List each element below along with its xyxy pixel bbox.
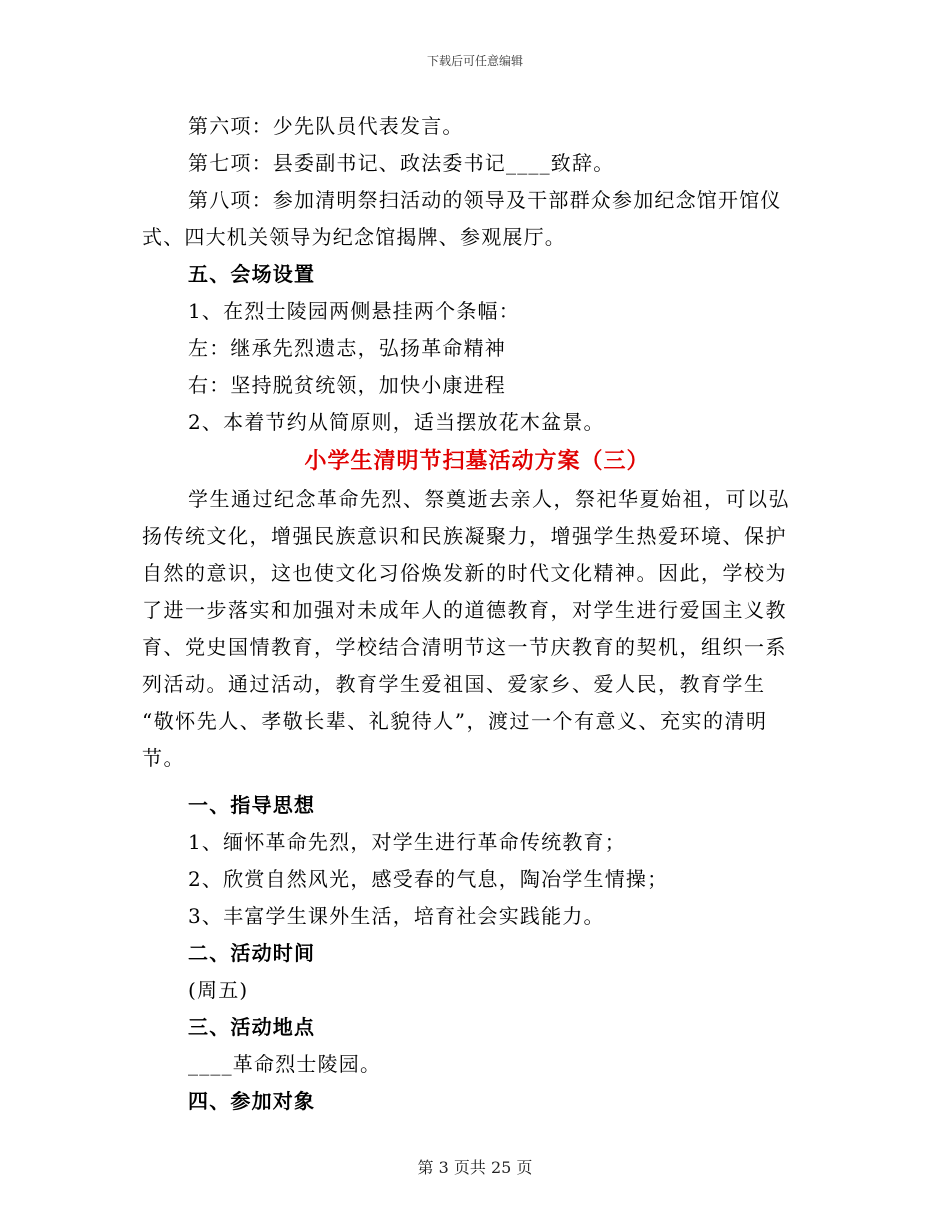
intro-line: 扬传统文化，增强民族意识和民族凝聚力，增强学生热爱环境、保护	[142, 524, 787, 548]
heading-guiding-ideology: 一、指导思想	[188, 793, 316, 817]
spacer	[142, 777, 812, 787]
intro-line: “敬怀先人、孝敬长辈、礼貌待人”，渡过一个有意义、充实的清明	[142, 709, 768, 733]
activity-location-value: ____革命烈士陵园。	[188, 1052, 382, 1076]
intro-line: 学生通过纪念革命先烈、祭奠逝去亲人，祭祀华夏始祖，可以弘	[188, 487, 790, 511]
ideology-item-2: 2、欣赏自然风光，感受春的气息，陶冶学生情操；	[188, 867, 669, 891]
ideology-item-1: 1、缅怀革命先烈，对学生进行革命传统教育；	[188, 830, 626, 854]
heading-activity-location: 三、活动地点	[188, 1015, 316, 1039]
intro-line: 节。	[142, 746, 185, 770]
intro-line: 自然的意识，这也使文化习俗焕发新的时代文化精神。因此，学校为	[142, 561, 787, 585]
venue-item-2: 2、本着节约从简原则，适当摆放花木盆景。	[188, 410, 605, 434]
page-number: 第 3 页共 25 页	[417, 1158, 533, 1177]
intro-line: 育、党史国情教育，学校结合清明节这一节庆教育的契机，组织一系	[142, 635, 787, 659]
program-item-6: 第六项：少先队员代表发言。	[188, 114, 464, 138]
page-header: 下载后可任意编辑	[426, 54, 523, 68]
venue-banner-left: 左：继承先烈遗志，弘扬革命精神	[188, 336, 506, 360]
activity-time-value: (周五)	[188, 978, 249, 1002]
heading-venue-setup: 五、会场设置	[188, 262, 316, 286]
heading-activity-time: 二、活动时间	[188, 941, 316, 965]
document-body	[142, 108, 812, 1120]
intro-line: 列活动。通过活动，教育学生爱祖国、爱家乡、爱人民，教育学生	[142, 672, 766, 696]
program-item-7: 第七项：县委副书记、政法委书记____致辞。	[188, 151, 615, 175]
venue-item-1: 1、在烈士陵园两侧悬挂两个条幅：	[188, 299, 520, 323]
program-item-8-cont: 式、四大机关领导为纪念馆揭牌、参观展厅。	[142, 225, 566, 249]
program-item-8: 第八项：参加清明祭扫活动的领导及干部群众参加纪念馆开馆仪	[188, 188, 782, 212]
heading-participants: 四、参加对象	[188, 1089, 316, 1113]
intro-line: 了进一步落实和加强对未成年人的道德教育，对学生进行爱国主义教	[142, 598, 787, 622]
ideology-item-3: 3、丰富学生课外生活，培育社会实践能力。	[188, 904, 605, 928]
venue-banner-right: 右：坚持脱贫统领，加快小康进程	[188, 373, 506, 397]
document-title: 小学生清明节扫墓活动方案（三）	[304, 448, 650, 474]
intro-paragraph	[142, 481, 812, 777]
